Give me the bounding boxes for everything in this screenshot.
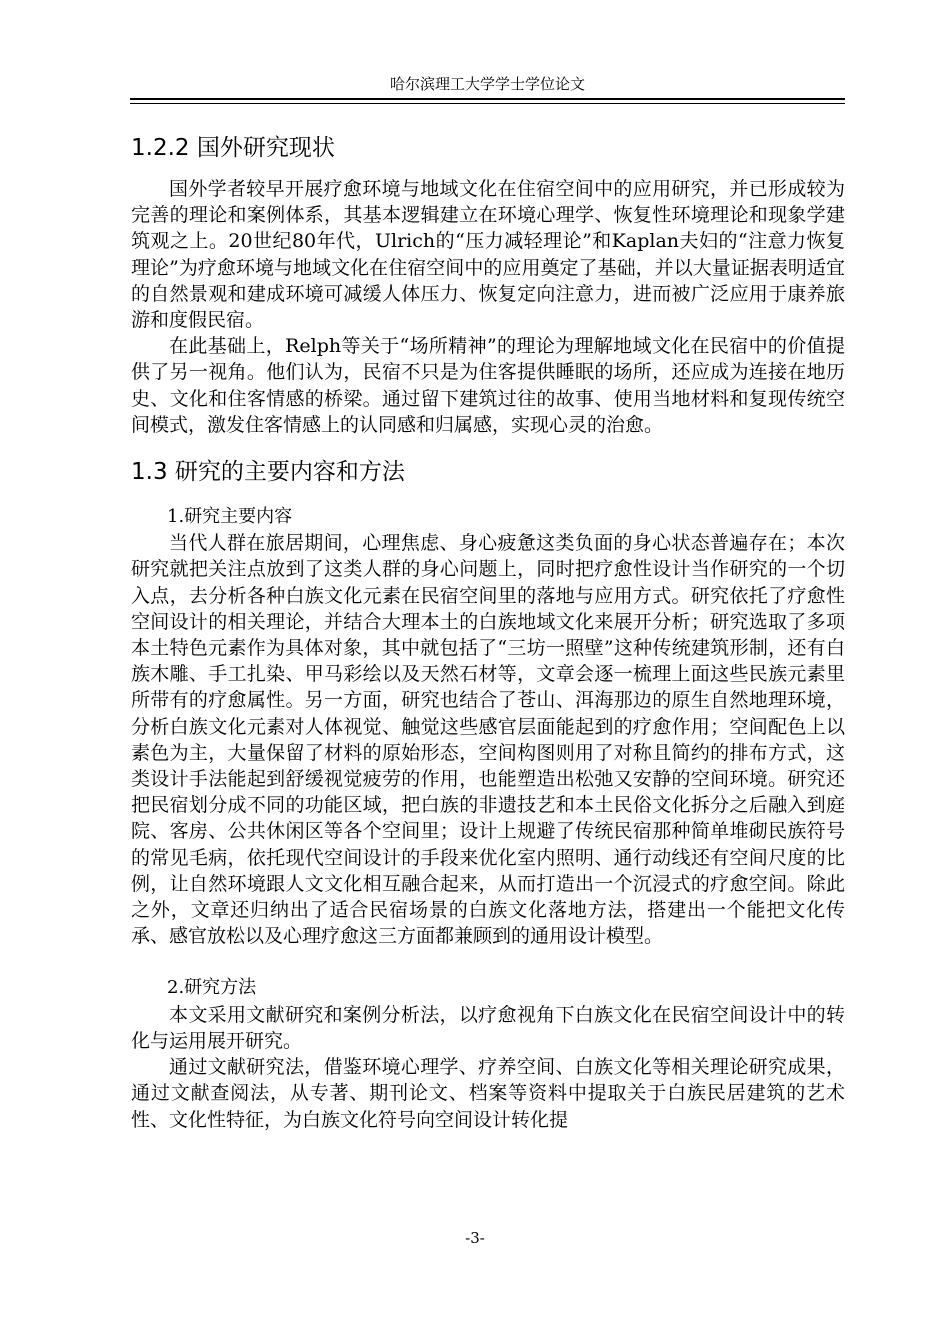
- header-rule-thin: [130, 103, 845, 104]
- subsection-label-content: 1.研究主要内容: [167, 506, 293, 528]
- paragraph: 在此基础上，Relph等关于“场所精神”的理论为理解地域文化在民宿中的价值提供了另一视角。他们认为，民宿不只是为住客提供睡眠的场所，还应成为连接在地历史、文化和住客情感的桥梁。通过留下建筑过往的故事、使用当地材料和复现传统空间模式，激发住客情感上的认同感和归属感，实现心灵的治愈。: [131, 335, 845, 436]
- page-number: -3-: [465, 1229, 485, 1247]
- section-heading-1-2-2: 1.2.2 国外研究现状: [131, 135, 335, 161]
- page-body: [131, 128, 845, 1133]
- page-header-title: 哈尔滨理工大学学士学位论文: [389, 75, 585, 93]
- paragraph: 本文采用文献研究和案例分析法，以疗愈视角下白族文化在民宿空间设计中的转化与运用展开研究。: [131, 1003, 845, 1052]
- paragraph: 当代人群在旅居期间，心理焦虑、身心疲惫这类负面的身心状态普遍存在；本次研究就把关注点放到了这类人群的身心问题上，同时把疗愈性设计当作研究的一个切入点，去分析各种白族文化元素在民宿空间里的落地与应用方式。研究依托了疗愈性空间设计的相关理论，并结合大理本土的白族地域文化来展开分析；研究选取了多项本土特色元素作为具体对象，其中就包括了“三坊一照壁”这种传统建筑形制，还有白族木雕、手工扎染、甲马彩绘以及天然石材等，文章会逐一梳理上面这些民族元素里所带有的疗愈属性。另一方面，研究也结合了苍山、洱海那边的原生自然地理环境，分析白族文化元素对人体视觉、触觉这些感官层面能起到的疗愈作用；空间配色上以素色为主，大量保留了材料的原始形态，空间构图则用了对称且简约的排布方式，这类设计手法能起到舒缓视觉疲劳的作用，也能塑造出松弛又安静的空间环境。研究还把民宿划分成不同的功能区域，把白族的非遗技艺和本土民俗文化拆分之后融入到庭院、客房、公共休闲区等各个空间里；设计上规避了传统民宿那种简单堆砌民族符号的常见毛病，依托现代空间设计的手段来优化室内照明、通行动线还有空间尺度的比例，让自然环境跟人文文化相互融合起来，从而打造出一个沉浸式的疗愈空间。除此之外，文章还归纳出了适合民宿场景的白族文化落地方法，搭建出一个能把文化传承、感官放松以及心理疗愈这三方面都兼顾到的通用设计模型。: [131, 532, 845, 948]
- subsection-label-methods: 2.研究方法: [167, 977, 257, 999]
- paragraph-gap: [131, 949, 845, 975]
- section-heading-1-3: 1.3 研究的主要内容和方法: [131, 459, 405, 486]
- header-rule: [130, 98, 845, 100]
- paragraph: 通过文献研究法，借鉴环境心理学、疗养空间、白族文化等相关理论研究成果，通过文献查阅法，从专著、期刊论文、档案等资料中提取关于白族民居建筑的艺术性、文化性特征，为白族文化符号向空间设计转化提: [131, 1056, 845, 1131]
- paragraph: 国外学者较早开展疗愈环境与地域文化在住宿空间中的应用研究，并已形成较为完善的理论和案例体系，其基本逻辑建立在环境心理学、恢复性环境理论和现象学建筑观之上。20世纪80年代，Ulrich的“压力减轻理论”和Kaplan夫妇的“注意力恢复理论”为疗愈环境与地域文化在住宿空间中的应用奠定了基础，并以大量证据表明适宜的自然景观和建成环境可减缓人体压力、恢复定向注意力，进而被广泛应用于康养旅游和度假民宿。: [131, 178, 845, 332]
